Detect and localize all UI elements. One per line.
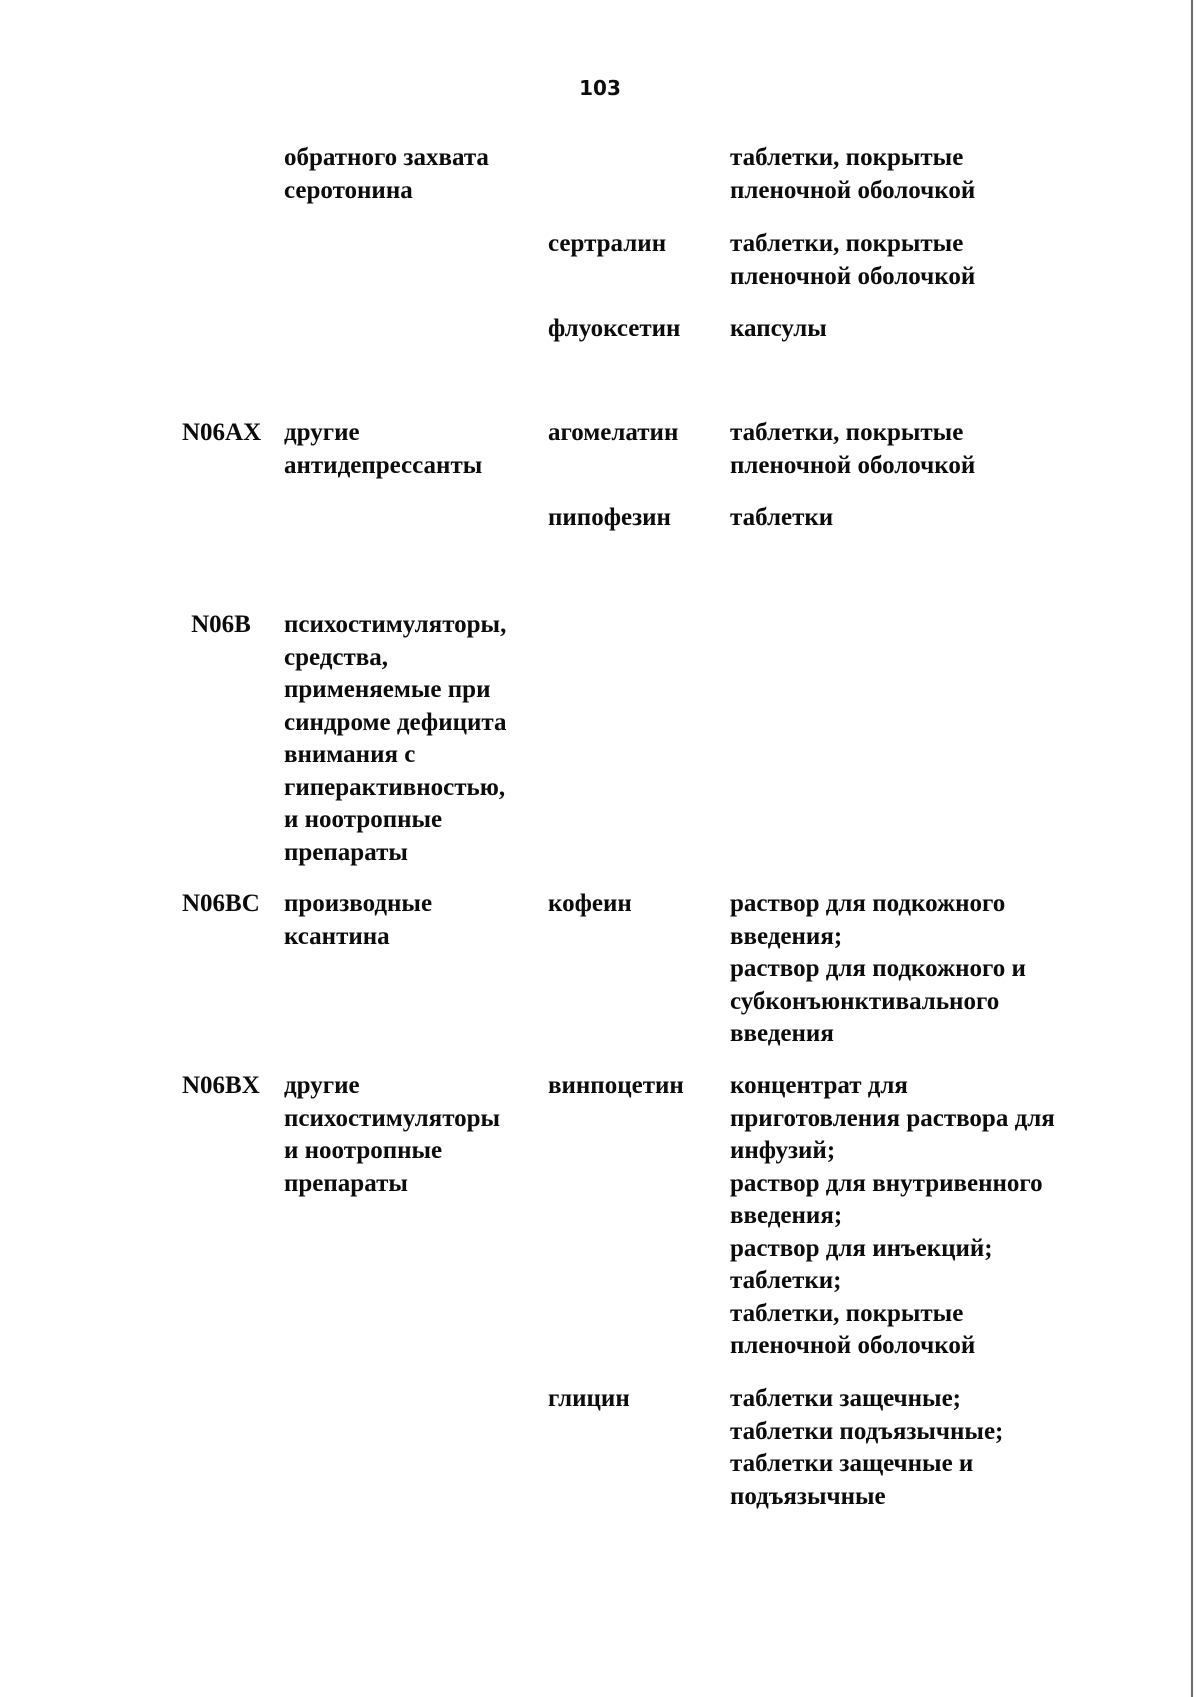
dosage-forms	[730, 502, 1100, 535]
form-line: инфузий;	[730, 1137, 836, 1164]
drug-name: флуоксетин	[548, 315, 681, 342]
form-line: введения;	[730, 922, 843, 950]
form-line: капсулы	[730, 315, 827, 342]
form-line: таблетки, покрытые	[730, 144, 964, 171]
group-line: и ноотропные	[284, 1137, 443, 1164]
form-line: приготовления раствора для	[730, 1104, 1055, 1132]
atc-code: N06AX	[182, 419, 262, 446]
form-line: раствор для инъекций;	[730, 1234, 993, 1262]
form-line: пленочной оболочкой	[730, 1332, 976, 1359]
group-name	[284, 888, 554, 953]
form-line: пленочной оболочкой	[730, 451, 976, 479]
group-line: производные	[284, 890, 433, 917]
group-line: применяемые при	[284, 676, 491, 703]
group-line: средства,	[284, 643, 389, 671]
drug-name: пипофезин	[548, 504, 671, 531]
drug-name: винпоцетин	[548, 1072, 684, 1099]
form-line: пленочной оболочкой	[730, 176, 976, 204]
dosage-forms	[730, 1070, 1100, 1363]
drug-name: глицин	[548, 1385, 630, 1412]
scan-edge-line	[1191, 0, 1193, 1697]
form-line: таблетки подъязычные;	[730, 1417, 1004, 1445]
group-line: внимания с	[284, 741, 416, 768]
group-line: психостимуляторы,	[284, 611, 507, 638]
form-line: раствор для внутривенного	[730, 1169, 1043, 1197]
form-line: субконъюнктивального	[730, 987, 1000, 1015]
form-line: таблетки, покрытые	[730, 1299, 964, 1327]
group-name	[284, 417, 554, 482]
atc-code: N06BC	[182, 890, 260, 917]
group-line: другие	[284, 1072, 360, 1099]
group-name	[284, 142, 554, 207]
group-name	[284, 1070, 554, 1200]
drug-name: агомелатин	[548, 419, 679, 446]
atc-code: N06BX	[182, 1072, 260, 1099]
dosage-forms	[730, 142, 1100, 207]
page-number: 103	[579, 76, 621, 100]
form-line: раствор для подкожного и	[730, 955, 1026, 982]
group-line: другие	[284, 419, 360, 446]
group-line: препараты	[284, 838, 408, 866]
dosage-forms	[730, 228, 1100, 293]
dosage-forms	[730, 1383, 1100, 1513]
form-line: пленочной оболочкой	[730, 262, 976, 290]
group-line: серотонина	[284, 176, 413, 204]
group-line: антидепрессанты	[284, 451, 483, 479]
form-line: раствор для подкожного	[730, 890, 1006, 917]
group-line: психостимуляторы	[284, 1104, 501, 1132]
group-line: обратного захвата	[284, 144, 489, 171]
form-line: таблетки	[730, 504, 834, 531]
dosage-forms	[730, 417, 1100, 482]
dosage-forms	[730, 313, 1100, 346]
group-line: и ноотропные	[284, 806, 443, 833]
form-line: таблетки;	[730, 1267, 842, 1294]
drug-name: сертралин	[548, 230, 667, 257]
group-line: препараты	[284, 1169, 408, 1197]
form-line: таблетки защечные;	[730, 1385, 961, 1412]
atc-code: N06B	[191, 611, 251, 638]
group-name	[284, 609, 554, 869]
form-line: введения	[730, 1020, 834, 1047]
dosage-forms	[730, 888, 1100, 1051]
drug-name: кофеин	[548, 890, 632, 917]
form-line: таблетки, покрытые	[730, 419, 964, 446]
form-line: введения;	[730, 1202, 843, 1229]
form-line: концентрат для	[730, 1072, 908, 1099]
form-line: таблетки, покрытые	[730, 230, 964, 257]
group-line: ксантина	[284, 922, 390, 950]
form-line: таблетки защечные и	[730, 1450, 974, 1477]
group-line: гиперактивностью,	[284, 773, 506, 801]
group-line: синдроме дефицита	[284, 708, 507, 736]
form-line: подъязычные	[730, 1482, 886, 1510]
